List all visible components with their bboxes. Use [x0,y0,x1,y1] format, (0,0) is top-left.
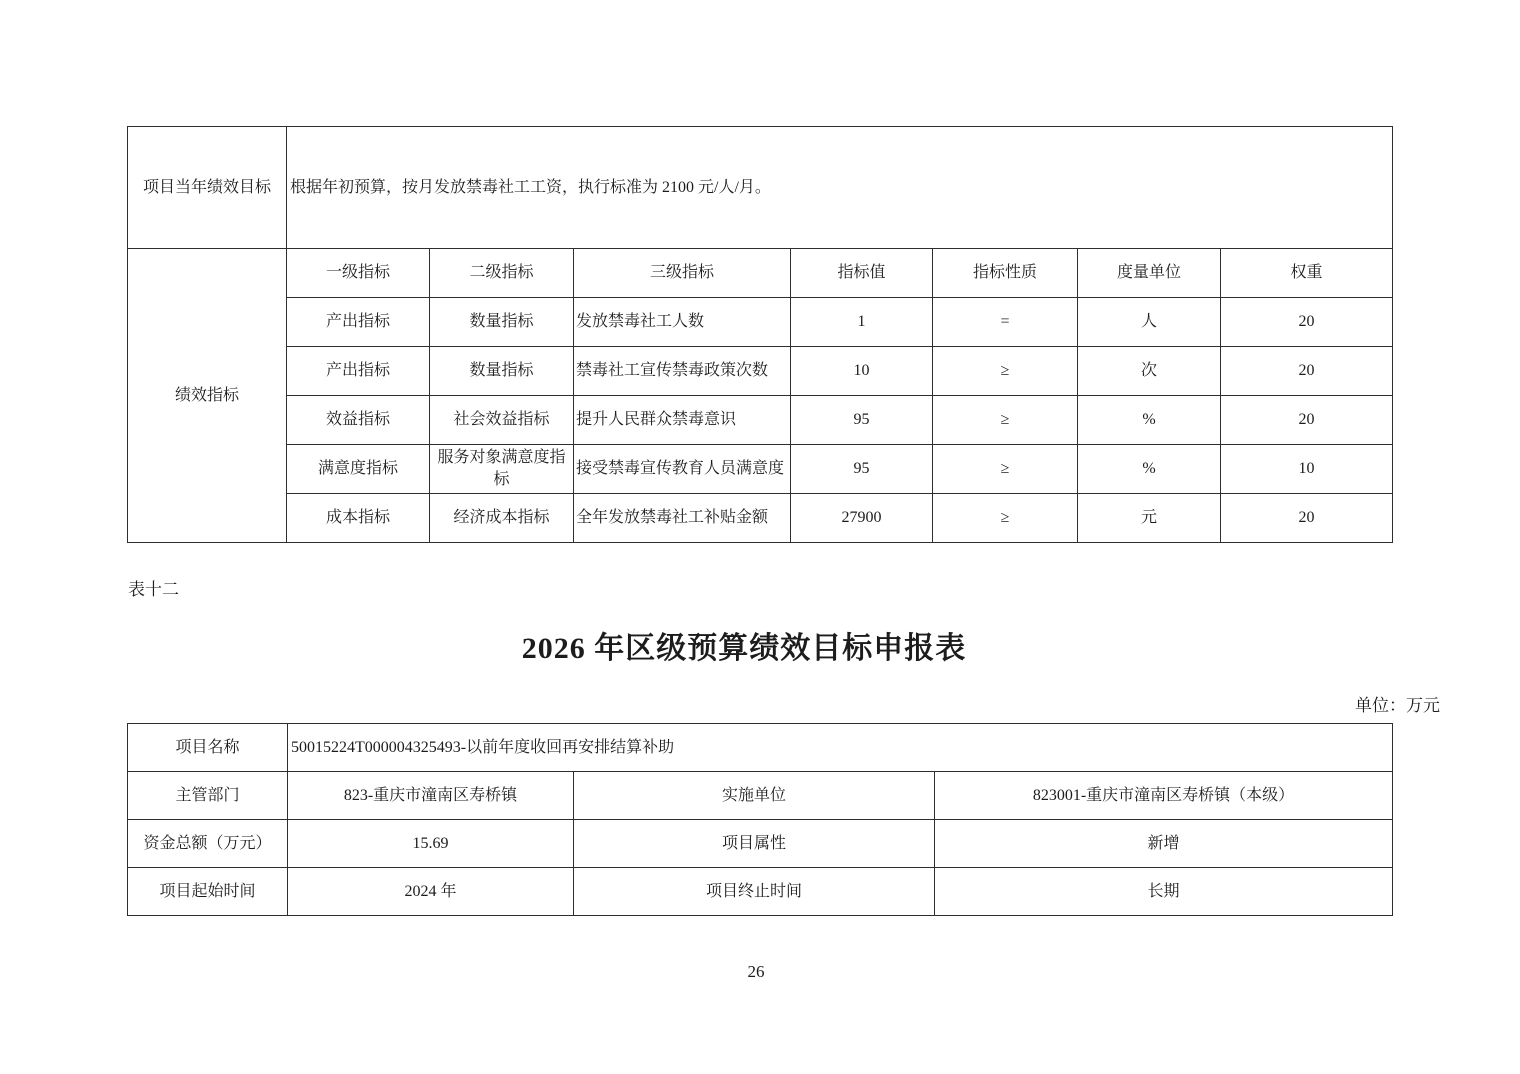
indicator-nature: ≥ [933,347,1078,396]
page-title: 2026 年区级预算绩效目标申报表 [521,632,967,665]
indicator-level1: 成本指标 [287,494,430,543]
column-header-level1: 一级指标 [287,249,430,298]
column-header-level2: 二级指标 [430,249,574,298]
project-fund-row [128,820,1393,868]
indicator-row [128,494,1393,543]
start-time-label: 项目起始时间 [128,868,288,916]
annual-goal-text: 根据年初预算，按月发放禁毒社工工资，执行标准为 2100 元/人/月。 [287,127,1393,249]
indicator-weight: 10 [1221,445,1393,494]
dept-value: 823-重庆市潼南区寿桥镇 [288,772,574,820]
indicator-weight: 20 [1221,494,1393,543]
indicator-unit: % [1078,396,1221,445]
project-attr-label: 项目属性 [574,820,935,868]
end-time-value: 长期 [935,868,1393,916]
end-time-label: 项目终止时间 [574,868,935,916]
fund-total-value: 15.69 [288,820,574,868]
indicator-level3: 全年发放禁毒社工补贴金额 [574,494,791,543]
indicator-level2: 服务对象满意度指标 [430,445,574,494]
annual-goal-label: 项目当年绩效目标 [128,127,287,249]
indicator-row [128,445,1393,494]
fund-total-label: 资金总额（万元） [128,820,288,868]
annual-goal-row [128,127,1393,249]
project-info-table [127,723,1393,916]
indicator-level2: 数量指标 [430,298,574,347]
start-time-value: 2024 年 [288,868,574,916]
project-time-row [128,868,1393,916]
project-attr-value: 新增 [935,820,1393,868]
indicator-level2: 经济成本指标 [430,494,574,543]
indicator-weight: 20 [1221,298,1393,347]
indicator-value: 95 [791,396,933,445]
indicator-level1: 产出指标 [287,298,430,347]
indicator-level1: 产出指标 [287,347,430,396]
indicator-unit: 人 [1078,298,1221,347]
indicator-value: 1 [791,298,933,347]
indicator-row [128,347,1393,396]
unit-note: 单位：万元 [1355,696,1440,715]
indicator-header-row [128,249,1393,298]
column-header-value: 指标值 [791,249,933,298]
project-dept-row [128,772,1393,820]
column-header-weight: 权重 [1221,249,1393,298]
indicator-value: 27900 [791,494,933,543]
indicator-nature: ≥ [933,396,1078,445]
column-header-level3: 三级指标 [574,249,791,298]
dept-label: 主管部门 [128,772,288,820]
indicator-level3: 提升人民群众禁毒意识 [574,396,791,445]
table-number-label: 表十二 [128,580,179,599]
indicator-level3: 禁毒社工宣传禁毒政策次数 [574,347,791,396]
indicator-level2: 数量指标 [430,347,574,396]
impl-unit-label: 实施单位 [574,772,935,820]
performance-indicators-table [127,126,1393,543]
project-name-row [128,724,1393,772]
indicator-weight: 20 [1221,396,1393,445]
indicator-weight: 20 [1221,347,1393,396]
project-name-value: 50015224T000004325493-以前年度收回再安排结算补助 [288,724,1393,772]
impl-unit-value: 823001-重庆市潼南区寿桥镇（本级） [935,772,1393,820]
indicators-group-label: 绩效指标 [128,249,287,543]
project-name-label: 项目名称 [128,724,288,772]
indicator-level1: 满意度指标 [287,445,430,494]
column-header-nature: 指标性质 [933,249,1078,298]
indicator-unit: 元 [1078,494,1221,543]
indicator-row [128,396,1393,445]
indicator-level1: 效益指标 [287,396,430,445]
indicator-unit: 次 [1078,347,1221,396]
indicator-unit: % [1078,445,1221,494]
indicator-value: 95 [791,445,933,494]
indicator-nature: = [933,298,1078,347]
indicator-row [128,298,1393,347]
page-number: 26 [747,962,765,981]
indicator-nature: ≥ [933,445,1078,494]
indicator-value: 10 [791,347,933,396]
indicator-level2: 社会效益指标 [430,396,574,445]
indicator-level3: 发放禁毒社工人数 [574,298,791,347]
indicator-level3: 接受禁毒宣传教育人员满意度 [574,445,791,494]
column-header-unit: 度量单位 [1078,249,1221,298]
indicator-nature: ≥ [933,494,1078,543]
